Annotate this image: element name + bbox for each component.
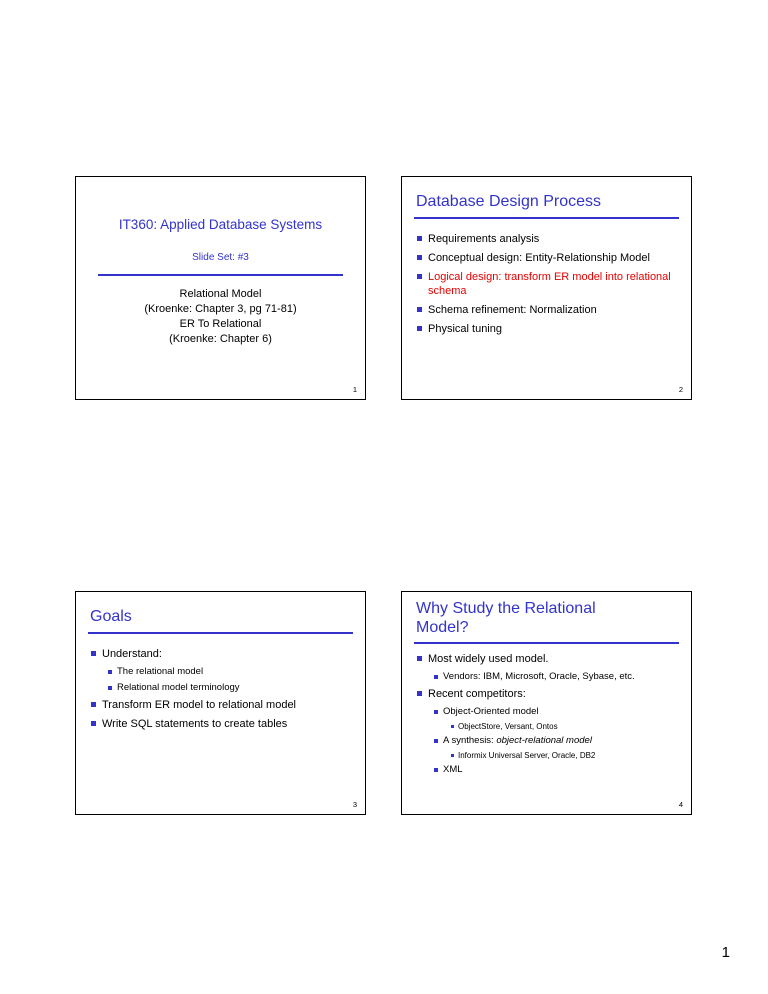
bullet-square-icon bbox=[451, 725, 454, 728]
bullet-square-icon bbox=[417, 307, 422, 312]
bullet-square-icon bbox=[91, 702, 96, 707]
bullet-item bbox=[91, 647, 355, 661]
slide-subtitle: Slide Set: #3 bbox=[192, 252, 249, 263]
body-line: (Kroenke: Chapter 6) bbox=[169, 333, 272, 345]
bullet-item bbox=[91, 717, 355, 731]
bullet-square-icon bbox=[108, 670, 112, 674]
bullet-text: Recent competitors: bbox=[428, 688, 526, 700]
bullet-text: A synthesis: object-relational model bbox=[443, 735, 592, 746]
slide-title: Why Study the Relational Model? bbox=[416, 600, 596, 636]
bullet-square-icon bbox=[451, 754, 454, 757]
bullet-item bbox=[434, 764, 681, 776]
bullet-square-icon bbox=[417, 691, 422, 696]
bullet-text: Logical design: transform ER model into relational schema bbox=[428, 270, 671, 297]
slide-2 bbox=[401, 176, 692, 400]
bullet-text: Requirements analysis bbox=[428, 232, 540, 245]
slide-3 bbox=[75, 591, 366, 815]
bullet-square-icon bbox=[434, 675, 438, 679]
bullet-square-icon bbox=[108, 686, 112, 690]
slide-bullet-list bbox=[89, 647, 355, 731]
page-number: 1 bbox=[721, 944, 730, 961]
bullet-text: Informix Universal Server, Oracle, DB2 bbox=[458, 751, 596, 760]
bullet-text: ObjectStore, Versant, Ontos bbox=[458, 722, 558, 731]
slide-4 bbox=[401, 591, 692, 815]
bullet-text: XML bbox=[443, 764, 463, 775]
bullet-text: Relational model terminology bbox=[117, 681, 240, 693]
bullet-item bbox=[417, 251, 681, 265]
slide-number: 4 bbox=[678, 800, 683, 809]
body-line: (Kroenke: Chapter 3, pg 71-81) bbox=[144, 303, 297, 315]
slide-bullet-list bbox=[415, 652, 681, 776]
bullet-item bbox=[434, 671, 681, 683]
bullet-item bbox=[451, 751, 681, 761]
bullet-square-icon bbox=[417, 326, 422, 331]
title-divider-line bbox=[98, 274, 343, 276]
slide-title: IT360: Applied Database Systems bbox=[118, 217, 323, 232]
bullet-item bbox=[91, 698, 355, 712]
title-divider-line bbox=[414, 217, 679, 219]
bullet-square-icon bbox=[417, 274, 422, 279]
bullet-item bbox=[417, 322, 681, 336]
slide-number: 2 bbox=[678, 385, 683, 394]
bullet-text: Transform ER model to relational model bbox=[102, 698, 297, 711]
slide-title: Goals bbox=[90, 608, 132, 625]
bullet-item bbox=[434, 706, 681, 718]
slide-title: Database Design Process bbox=[416, 193, 601, 210]
bullet-square-icon bbox=[91, 721, 96, 726]
bullet-square-icon bbox=[434, 710, 438, 714]
bullet-item bbox=[417, 303, 681, 317]
bullet-item bbox=[434, 735, 681, 747]
slide-1 bbox=[75, 176, 366, 400]
bullet-square-icon bbox=[417, 255, 422, 260]
bullet-square-icon bbox=[434, 739, 438, 743]
body-line: Relational Model bbox=[179, 288, 262, 300]
bullet-text: Schema refinement: Normalization bbox=[428, 303, 597, 316]
bullet-item bbox=[108, 666, 355, 678]
bullet-square-icon bbox=[417, 656, 422, 661]
slide-body bbox=[76, 287, 365, 347]
bullet-text: Most widely used model. bbox=[428, 653, 549, 665]
title-divider-line bbox=[88, 632, 353, 634]
slide-bullet-list bbox=[415, 232, 681, 336]
body-line: ER To Relational bbox=[179, 318, 262, 330]
bullet-text: Object-Oriented model bbox=[443, 706, 539, 717]
bullet-text: Write SQL statements to create tables bbox=[102, 717, 288, 730]
bullet-square-icon bbox=[434, 768, 438, 772]
title-divider-line bbox=[414, 642, 679, 644]
bullet-item bbox=[451, 722, 681, 732]
bullet-item bbox=[108, 682, 355, 694]
bullet-item bbox=[417, 270, 681, 298]
bullet-text: Physical tuning bbox=[428, 322, 502, 335]
bullet-square-icon bbox=[91, 651, 96, 656]
bullet-item bbox=[417, 652, 681, 666]
bullet-text: Vendors: IBM, Microsoft, Oracle, Sybase, etc. bbox=[443, 671, 635, 682]
slide-number: 3 bbox=[352, 800, 357, 809]
slide-number: 1 bbox=[352, 385, 357, 394]
bullet-text: The relational model bbox=[117, 665, 204, 677]
bullet-square-icon bbox=[417, 236, 422, 241]
bullet-item bbox=[417, 232, 681, 246]
bullet-item bbox=[417, 687, 681, 701]
bullet-text: Conceptual design: Entity-Relationship Model bbox=[428, 251, 650, 264]
bullet-text: Understand: bbox=[102, 647, 162, 660]
